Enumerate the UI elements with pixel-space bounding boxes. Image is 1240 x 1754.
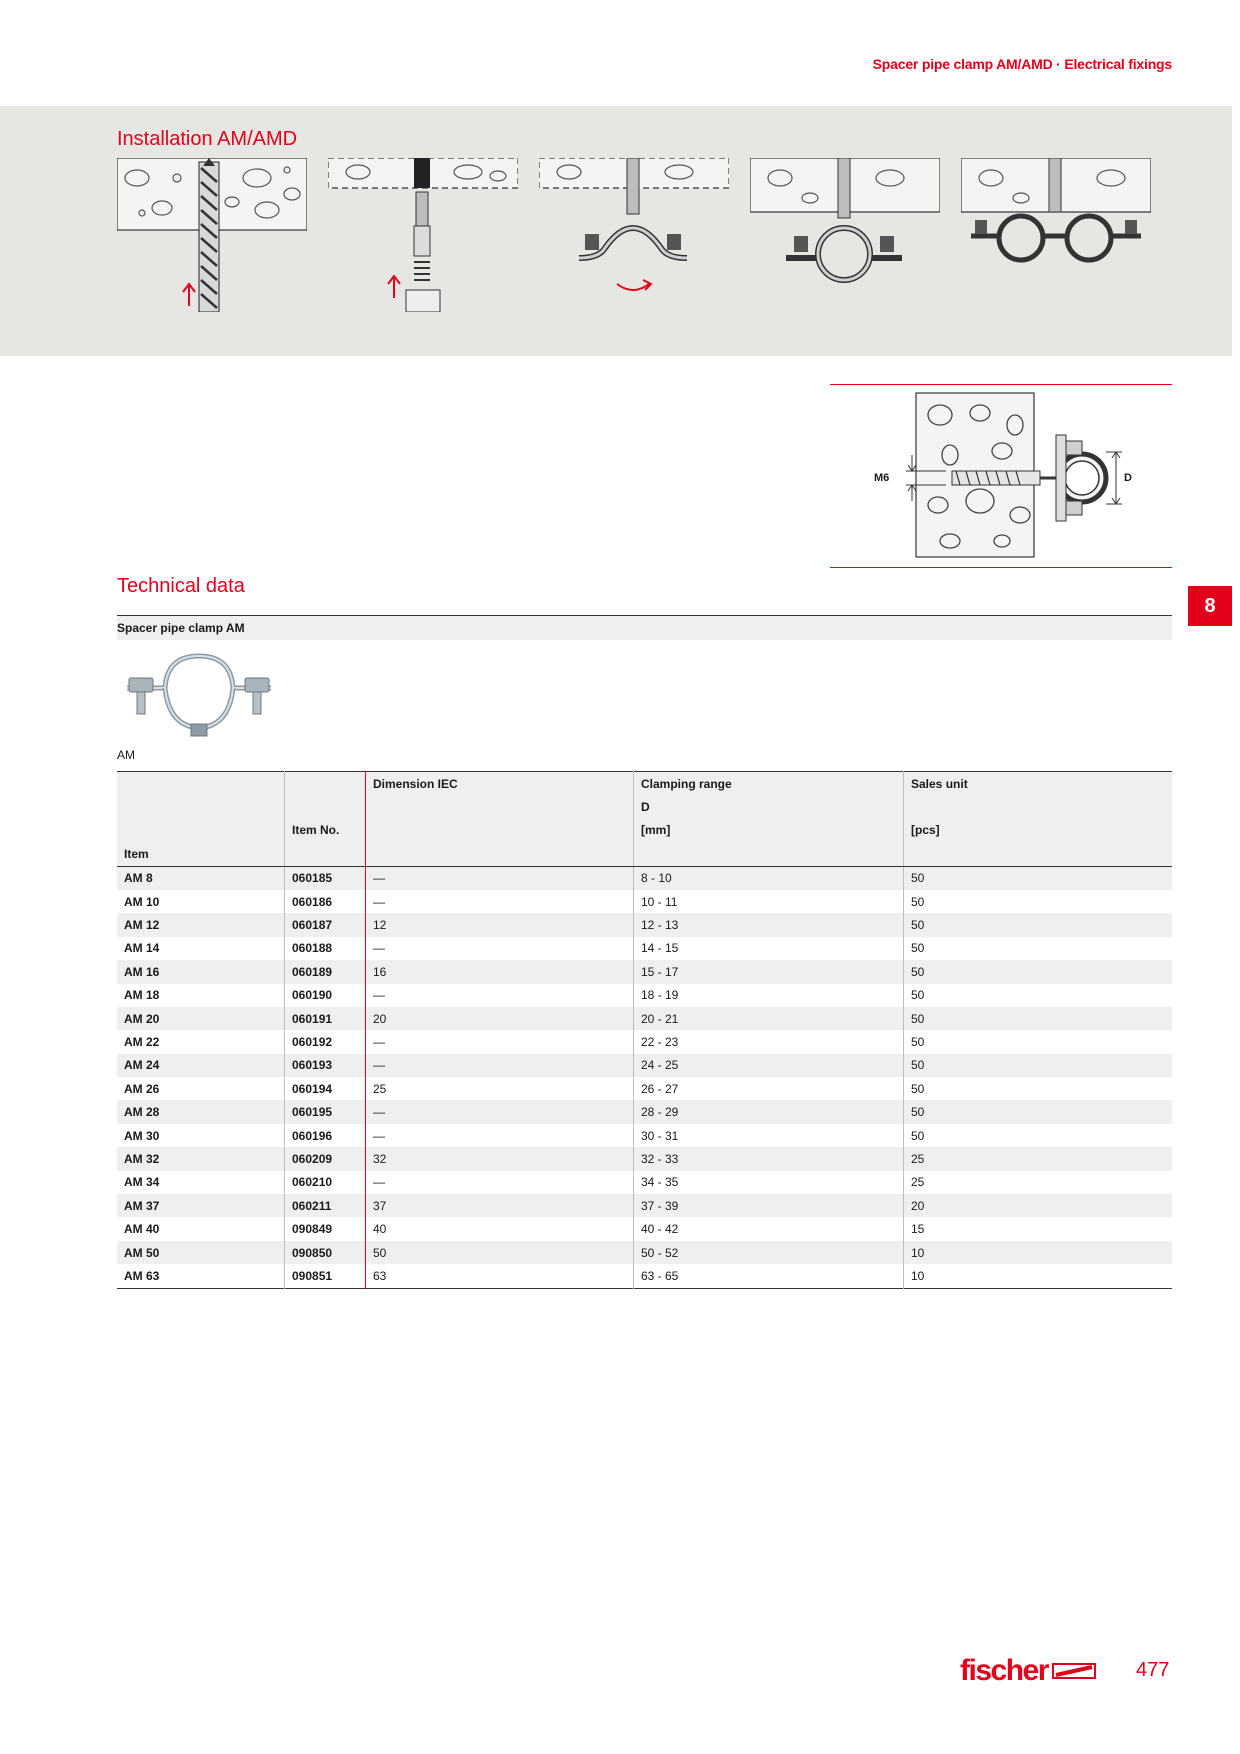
table-row — [117, 1100, 1172, 1123]
table-cell: 15 — [904, 1217, 1173, 1240]
table-row — [117, 1054, 1172, 1077]
thread-size-label: M6 — [874, 472, 890, 484]
table-header-cell — [904, 842, 1173, 866]
table-cell: 15 - 17 — [634, 960, 904, 983]
table-cell: 14 - 15 — [634, 937, 904, 960]
table-row — [117, 937, 1172, 960]
table-cell: 32 - 33 — [634, 1147, 904, 1170]
table-cell: 40 — [366, 1217, 634, 1240]
table-header-cell: [pcs] — [904, 819, 1173, 842]
table-cell: 30 - 31 — [634, 1124, 904, 1147]
table-cell: AM 26 — [117, 1077, 285, 1100]
table-header-cell — [117, 772, 285, 796]
table-cell: AM 20 — [117, 1007, 285, 1030]
table-cell: 060192 — [285, 1030, 366, 1053]
table-cell: 63 - 65 — [634, 1264, 904, 1288]
table-header-cell — [285, 842, 366, 866]
table-header-cell — [366, 842, 634, 866]
table-cell: 50 — [904, 960, 1173, 983]
table-cell: 10 — [904, 1264, 1173, 1288]
table-cell: 12 — [366, 913, 634, 936]
table-cell: 25 — [904, 1171, 1173, 1194]
table-cell: — — [366, 1100, 634, 1123]
table-cell: 50 — [904, 1054, 1173, 1077]
table-cell: AM 8 — [117, 866, 285, 890]
table-cell: 20 — [904, 1194, 1173, 1217]
dimension-diagram — [830, 384, 1172, 568]
install-step-double-clamp-illustration — [961, 158, 1151, 312]
table-cell: 060209 — [285, 1147, 366, 1170]
table-cell: AM 32 — [117, 1147, 285, 1170]
product-name: Spacer pipe clamp AM — [117, 621, 245, 635]
brand-name: fischer — [960, 1654, 1048, 1687]
table-cell: 63 — [366, 1264, 634, 1288]
table-cell: 060185 — [285, 866, 366, 890]
table-cell: 50 — [904, 1100, 1173, 1123]
fischer-logo — [960, 1654, 1096, 1688]
table-cell: — — [366, 1171, 634, 1194]
table-header-row — [117, 772, 1172, 796]
table-row — [117, 1241, 1172, 1264]
table-cell: AM 37 — [117, 1194, 285, 1217]
table-cell: 16 — [366, 960, 634, 983]
table-cell: 25 — [366, 1077, 634, 1100]
table-cell: 50 — [904, 984, 1173, 1007]
table-cell: 50 — [904, 1124, 1173, 1147]
table-cell: — — [366, 866, 634, 890]
table-cell: 28 - 29 — [634, 1100, 904, 1123]
table-cell: 060193 — [285, 1054, 366, 1077]
table-cell: 18 - 19 — [634, 984, 904, 1007]
table-header-cell: Item — [117, 842, 285, 866]
diameter-label: D — [1124, 472, 1132, 484]
table-cell: 090851 — [285, 1264, 366, 1288]
technical-data-table — [117, 771, 1172, 1289]
table-cell: — — [366, 937, 634, 960]
install-step-screw-clamp-illustration — [539, 158, 729, 312]
page-number: 477 — [1136, 1659, 1170, 1681]
install-step-insert-pipe-illustration — [750, 158, 940, 312]
table-header-cell — [366, 819, 634, 842]
table-cell: AM 24 — [117, 1054, 285, 1077]
table-cell: AM 63 — [117, 1264, 285, 1288]
table-cell: 20 — [366, 1007, 634, 1030]
table-row — [117, 1030, 1172, 1053]
table-row — [117, 1171, 1172, 1194]
table-row — [117, 1077, 1172, 1100]
table-row — [117, 913, 1172, 936]
table-cell: AM 34 — [117, 1171, 285, 1194]
table-cell: AM 16 — [117, 960, 285, 983]
product-image-caption: AM — [117, 748, 135, 762]
table-cell: 060195 — [285, 1100, 366, 1123]
table-header-row — [117, 842, 1172, 866]
table-header-cell: Sales unit — [904, 772, 1173, 796]
technical-data-title: Technical data — [117, 575, 245, 597]
table-cell: 060196 — [285, 1124, 366, 1147]
table-header-cell: Dimension IEC — [366, 772, 634, 796]
table-cell: 10 - 11 — [634, 890, 904, 913]
table-cell: — — [366, 1124, 634, 1147]
table-cell: 22 - 23 — [634, 1030, 904, 1053]
table-cell: 060186 — [285, 890, 366, 913]
table-row — [117, 960, 1172, 983]
table-cell: AM 22 — [117, 1030, 285, 1053]
product-name-bar — [117, 615, 1172, 640]
table-cell: 060187 — [285, 913, 366, 936]
table-cell: 060210 — [285, 1171, 366, 1194]
table-row — [117, 890, 1172, 913]
table-row — [117, 866, 1172, 890]
table-cell: — — [366, 890, 634, 913]
table-cell: AM 50 — [117, 1241, 285, 1264]
table-row — [117, 1007, 1172, 1030]
table-cell: 50 — [904, 866, 1173, 890]
table-row — [117, 1264, 1172, 1288]
table-cell: 10 — [904, 1241, 1173, 1264]
table-cell: 8 - 10 — [634, 866, 904, 890]
table-cell: 50 — [904, 1007, 1173, 1030]
table-row — [117, 1124, 1172, 1147]
table-header-row — [117, 819, 1172, 842]
table-cell: 060188 — [285, 937, 366, 960]
brand-emblem-icon — [1052, 1661, 1096, 1681]
table-cell: 50 — [904, 913, 1173, 936]
table-cell: 50 — [904, 890, 1173, 913]
table-header-row — [117, 795, 1172, 818]
table-cell: AM 14 — [117, 937, 285, 960]
table-cell: 20 - 21 — [634, 1007, 904, 1030]
table-header-cell: Clamping range — [634, 772, 904, 796]
chapter-tab: 8 — [1188, 586, 1232, 626]
table-header-cell — [285, 795, 366, 818]
table-header-cell — [366, 795, 634, 818]
table-cell: 37 — [366, 1194, 634, 1217]
table-cell: AM 12 — [117, 913, 285, 936]
table-cell: 32 — [366, 1147, 634, 1170]
table-header-cell — [285, 772, 366, 796]
installation-title: Installation AM/AMD — [117, 128, 298, 150]
table-cell: — — [366, 1030, 634, 1053]
table-cell: 060189 — [285, 960, 366, 983]
table-cell: 40 - 42 — [634, 1217, 904, 1240]
table-header-cell — [117, 819, 285, 842]
table-cell: 50 - 52 — [634, 1241, 904, 1264]
table-header-cell — [904, 795, 1173, 818]
table-cell: 50 — [904, 1030, 1173, 1053]
table-cell: 50 — [366, 1241, 634, 1264]
install-step-insert-illustration — [328, 158, 518, 312]
table-cell: AM 18 — [117, 984, 285, 1007]
table-header-cell: Item No. — [285, 819, 366, 842]
table-header-cell: [mm] — [634, 819, 904, 842]
table-row — [117, 1147, 1172, 1170]
table-cell: 24 - 25 — [634, 1054, 904, 1077]
install-step-drill-illustration — [117, 158, 307, 312]
table-cell: 12 - 13 — [634, 913, 904, 936]
table-cell: 090850 — [285, 1241, 366, 1264]
table-cell: 060190 — [285, 984, 366, 1007]
table-cell: 060194 — [285, 1077, 366, 1100]
table-cell: 26 - 27 — [634, 1077, 904, 1100]
table-row — [117, 1217, 1172, 1240]
table-row — [117, 1194, 1172, 1217]
table-cell: AM 28 — [117, 1100, 285, 1123]
table-cell: 34 - 35 — [634, 1171, 904, 1194]
table-header-cell — [634, 842, 904, 866]
table-cell: 25 — [904, 1147, 1173, 1170]
product-photo — [117, 650, 282, 742]
running-header: Spacer pipe clamp AM/AMD · Electrical fixings — [872, 56, 1172, 72]
table-cell: 060191 — [285, 1007, 366, 1030]
table-cell: AM 10 — [117, 890, 285, 913]
table-cell: 060211 — [285, 1194, 366, 1217]
table-cell: — — [366, 1054, 634, 1077]
table-cell: 50 — [904, 1077, 1173, 1100]
table-cell: — — [366, 984, 634, 1007]
table-cell: 090849 — [285, 1217, 366, 1240]
table-header-cell — [117, 795, 285, 818]
table-cell: 37 - 39 — [634, 1194, 904, 1217]
table-header-cell: D — [634, 795, 904, 818]
table-row — [117, 984, 1172, 1007]
table-cell: AM 40 — [117, 1217, 285, 1240]
table-cell: 50 — [904, 937, 1173, 960]
table-cell: AM 30 — [117, 1124, 285, 1147]
